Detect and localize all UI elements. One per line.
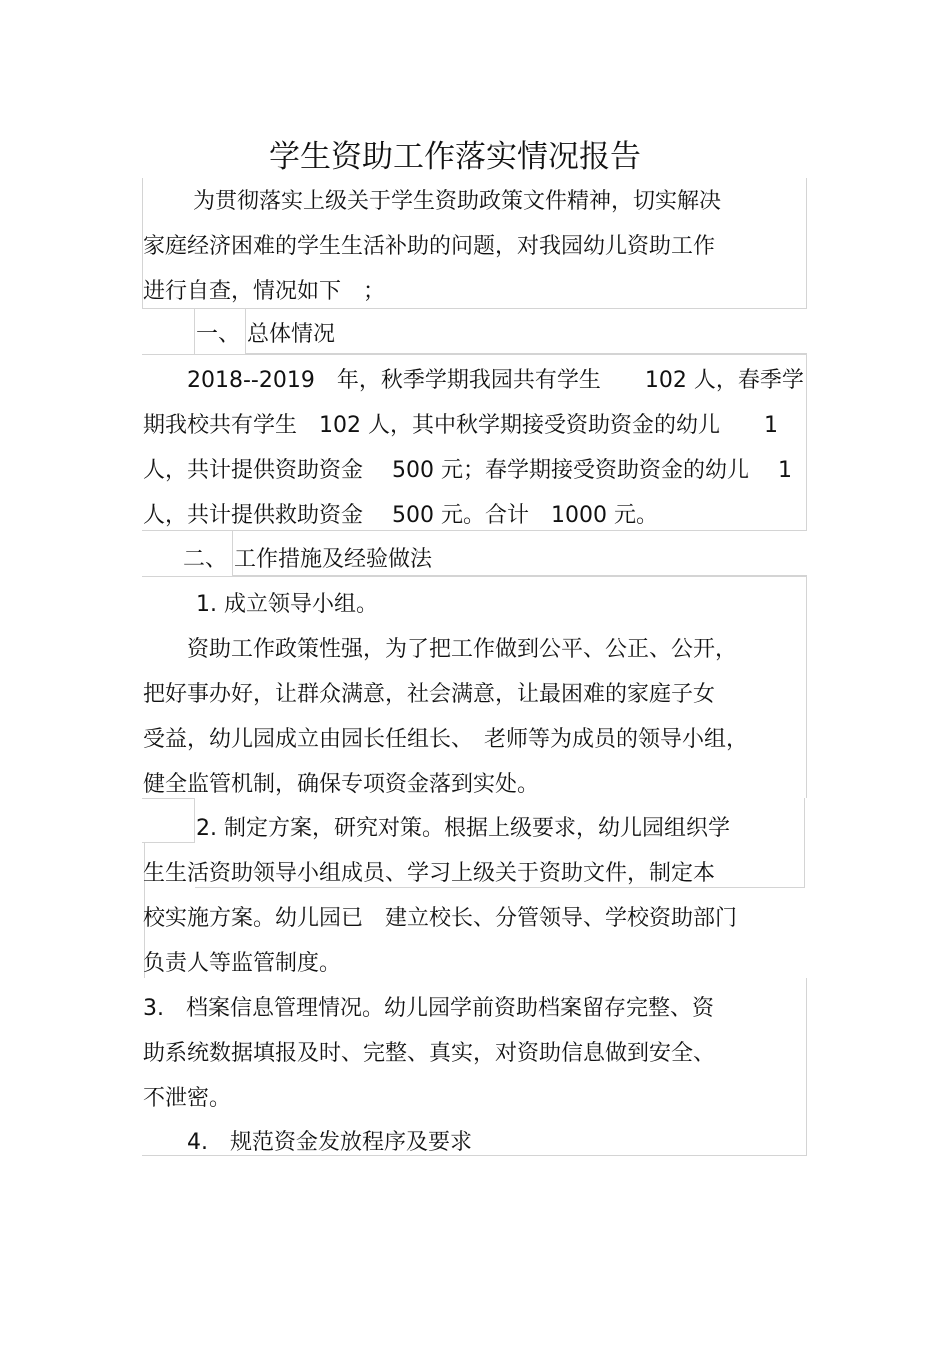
frame-item2-box xyxy=(142,798,195,843)
item1-line-1: 资助工作政策性强，为了把工作做到公平、公正、公开， xyxy=(187,637,738,662)
document-title: 学生资助工作落实情况报告 xyxy=(269,139,641,175)
item1-line-4: 健全监管机制，确保专项资金落到实处。 xyxy=(143,772,540,797)
item1-title: 1. 成立领导小组。 xyxy=(196,592,378,617)
item3-line-2: 助系统数据填报及时、完整、真实，对资助信息做到安全、 xyxy=(143,1041,716,1066)
frame-heading1-box xyxy=(142,309,195,354)
item2-line-4: 负责人等监管制度。 xyxy=(143,951,342,976)
item3-line-3: 不泄密。 xyxy=(143,1086,232,1111)
intro-line-1: 为贯彻落实上级关于学生资助政策文件精神，切实解决 xyxy=(193,189,722,214)
section1-line-1: 2018--2019 年，秋季学期我园共有学生 102 人，春季学 xyxy=(187,368,804,393)
item1-line-3: 受益，幼儿园成立由园长任组长、 老师等为成员的领导小组， xyxy=(143,727,749,752)
item2-line-1: 2. 制定方案，研究对策。根据上级要求，幼儿园组织学 xyxy=(196,816,730,841)
section1-heading: 一、 总体情况 xyxy=(196,322,335,347)
item1-line-2: 把好事办好，让群众满意，社会满意，让最困难的家庭子女 xyxy=(143,682,716,707)
item4-title: 4. 规范资金发放程序及要求 xyxy=(187,1130,472,1155)
item3-line-1: 3. 档案信息管理情况。幼儿园学前资助档案留存完整、资 xyxy=(143,996,714,1021)
intro-line-3: 进行自查，情况如下 ； xyxy=(143,279,386,304)
section1-line-2: 期我校共有学生 102 人，其中秋学期接受资助资金的幼儿 1 xyxy=(143,413,778,438)
intro-line-2: 家庭经济困难的学生生活补助的问题，对我园幼儿资助工作 xyxy=(143,234,716,259)
item2-line-2: 生生活资助领导小组成员、学习上级关于资助文件，制定本 xyxy=(143,861,716,886)
section2-heading: 二、 工作措施及经验做法 xyxy=(183,547,432,572)
item2-line-3: 校实施方案。幼儿园已 建立校长、分管领导、学校资助部门 xyxy=(143,906,738,931)
section1-line-4: 人，共计提供救助资金 500 元。合计 1000 元。 xyxy=(143,503,658,528)
section1-line-3: 人，共计提供资助资金 500 元；春学期接受资助资金的幼儿 1 xyxy=(143,458,792,483)
